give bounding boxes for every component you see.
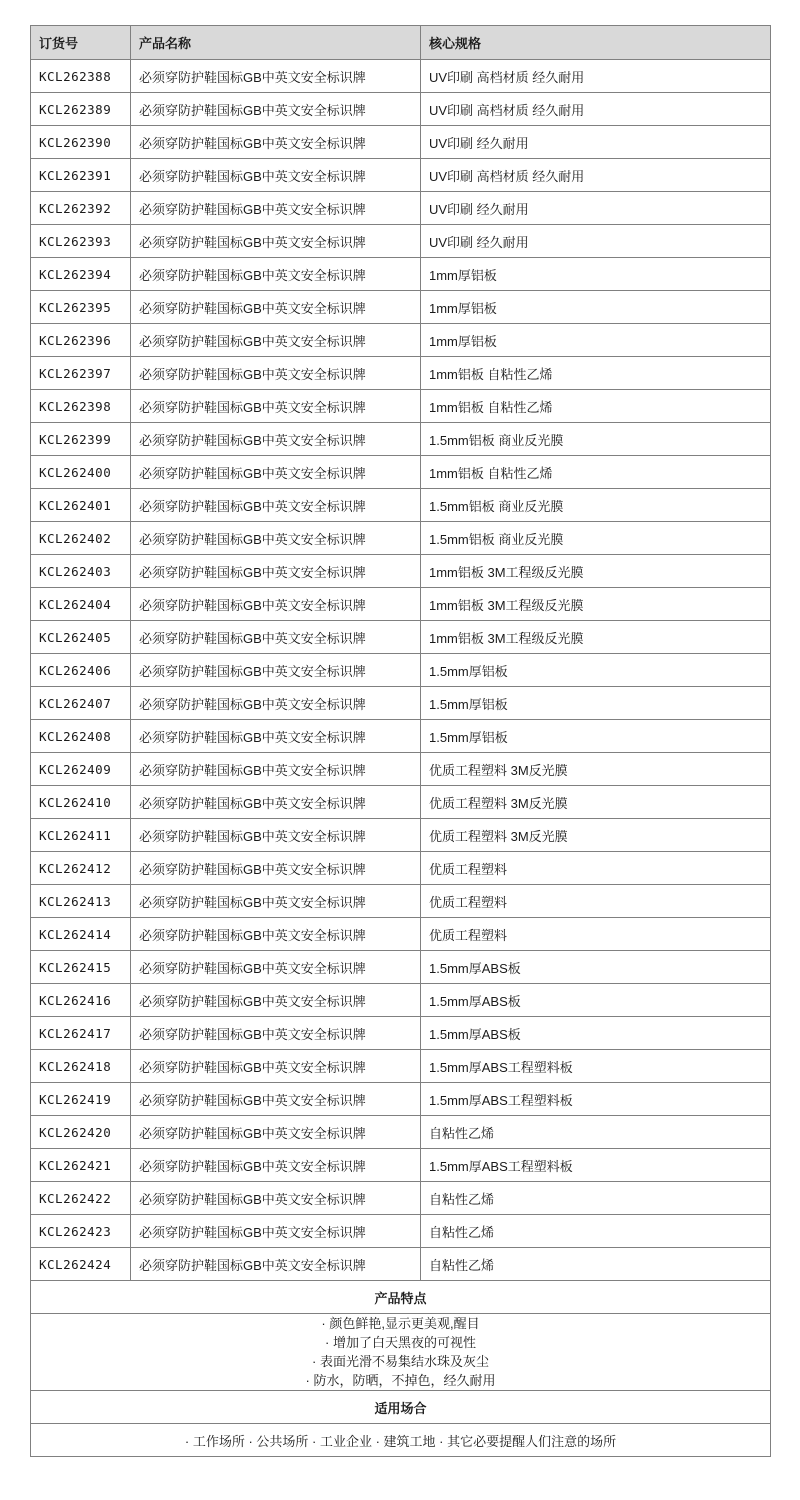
table-row — [31, 885, 771, 918]
table-row — [31, 819, 771, 852]
spec-cell: 1.5mm铝板 商业反光膜 — [421, 522, 771, 555]
order-no-cell: KCL262391 — [31, 159, 131, 192]
table-row — [31, 390, 771, 423]
order-no-cell: KCL262423 — [31, 1215, 131, 1248]
occasions-section-title: 适用场合 — [31, 1391, 771, 1424]
product-name-cell: 必须穿防护鞋国标GB中英文安全标识牌 — [131, 489, 421, 522]
spec-cell: 1mm铝板 自粘性乙烯 — [421, 456, 771, 489]
table-row — [31, 192, 771, 225]
features-list — [31, 1314, 771, 1391]
table-row — [31, 1182, 771, 1215]
spec-cell: UV印刷 高档材质 经久耐用 — [421, 159, 771, 192]
spec-cell: UV印刷 高档材质 经久耐用 — [421, 60, 771, 93]
product-table — [30, 25, 771, 1457]
order-no-cell: KCL262406 — [31, 654, 131, 687]
spec-cell: 1mm厚铝板 — [421, 291, 771, 324]
spec-cell: UV印刷 经久耐用 — [421, 225, 771, 258]
order-no-cell: KCL262420 — [31, 1116, 131, 1149]
table-row — [31, 720, 771, 753]
spec-cell: 1mm铝板 3M工程级反光膜 — [421, 621, 771, 654]
product-name-cell: 必须穿防护鞋国标GB中英文安全标识牌 — [131, 1116, 421, 1149]
order-no-cell: KCL262411 — [31, 819, 131, 852]
features-section-title: 产品特点 — [31, 1281, 771, 1314]
table-row — [31, 423, 771, 456]
table-row — [31, 1083, 771, 1116]
order-no-cell: KCL262416 — [31, 984, 131, 1017]
order-no-cell: KCL262424 — [31, 1248, 131, 1281]
order-no-cell: KCL262407 — [31, 687, 131, 720]
product-name-cell: 必须穿防护鞋国标GB中英文安全标识牌 — [131, 786, 421, 819]
table-row — [31, 291, 771, 324]
order-no-cell: KCL262390 — [31, 126, 131, 159]
table-row — [31, 1017, 771, 1050]
occasions-header-row — [31, 1391, 771, 1424]
spec-cell: 自粘性乙烯 — [421, 1182, 771, 1215]
table-row — [31, 654, 771, 687]
spec-cell: 1mm厚铝板 — [421, 258, 771, 291]
features-header-row — [31, 1281, 771, 1314]
table-row — [31, 1215, 771, 1248]
spec-cell: 1.5mm厚ABS板 — [421, 984, 771, 1017]
table-row — [31, 852, 771, 885]
spec-cell: 优质工程塑料 3M反光膜 — [421, 753, 771, 786]
order-no-cell: KCL262403 — [31, 555, 131, 588]
table-body — [31, 60, 771, 1281]
product-name-cell: 必须穿防护鞋国标GB中英文安全标识牌 — [131, 423, 421, 456]
order-no-cell: KCL262414 — [31, 918, 131, 951]
spec-cell: 自粘性乙烯 — [421, 1116, 771, 1149]
product-name-cell: 必须穿防护鞋国标GB中英文安全标识牌 — [131, 390, 421, 423]
spec-cell: 1.5mm厚ABS工程塑料板 — [421, 1149, 771, 1182]
table-row — [31, 555, 771, 588]
feature-item: · 表面光滑不易集结水珠及灰尘 — [312, 1354, 489, 1369]
order-no-cell: KCL262397 — [31, 357, 131, 390]
order-no-cell: KCL262421 — [31, 1149, 131, 1182]
product-name-cell: 必须穿防护鞋国标GB中英文安全标识牌 — [131, 819, 421, 852]
spec-cell: 1.5mm厚ABS工程塑料板 — [421, 1050, 771, 1083]
table-row — [31, 918, 771, 951]
spec-cell: 1.5mm铝板 商业反光膜 — [421, 423, 771, 456]
order-no-cell: KCL262410 — [31, 786, 131, 819]
product-name-cell: 必须穿防护鞋国标GB中英文安全标识牌 — [131, 1182, 421, 1215]
order-no-cell: KCL262392 — [31, 192, 131, 225]
order-no-cell: KCL262408 — [31, 720, 131, 753]
table-row — [31, 753, 771, 786]
spec-cell: UV印刷 经久耐用 — [421, 192, 771, 225]
order-no-cell: KCL262394 — [31, 258, 131, 291]
product-name-cell: 必须穿防护鞋国标GB中英文安全标识牌 — [131, 522, 421, 555]
product-name-cell: 必须穿防护鞋国标GB中英文安全标识牌 — [131, 258, 421, 291]
product-name-cell: 必须穿防护鞋国标GB中英文安全标识牌 — [131, 1149, 421, 1182]
spec-cell: 1.5mm厚ABS工程塑料板 — [421, 1083, 771, 1116]
product-name-cell: 必须穿防护鞋国标GB中英文安全标识牌 — [131, 1083, 421, 1116]
spec-cell: 优质工程塑料 — [421, 885, 771, 918]
table-row — [31, 786, 771, 819]
product-name-cell: 必须穿防护鞋国标GB中英文安全标识牌 — [131, 621, 421, 654]
spec-cell: 1.5mm厚铝板 — [421, 720, 771, 753]
product-name-cell: 必须穿防护鞋国标GB中英文安全标识牌 — [131, 225, 421, 258]
table-row — [31, 159, 771, 192]
spec-cell: 1mm铝板 3M工程级反光膜 — [421, 588, 771, 621]
spec-cell: 1mm铝板 自粘性乙烯 — [421, 390, 771, 423]
order-no-cell: KCL262417 — [31, 1017, 131, 1050]
table-row — [31, 1149, 771, 1182]
occasions-body-row — [31, 1424, 771, 1457]
spec-cell: UV印刷 经久耐用 — [421, 126, 771, 159]
table-row — [31, 357, 771, 390]
order-no-cell: KCL262404 — [31, 588, 131, 621]
spec-cell: 1mm铝板 3M工程级反光膜 — [421, 555, 771, 588]
feature-item: · 防水，防晒，不掉色，经久耐用 — [305, 1373, 496, 1388]
order-no-cell: KCL262395 — [31, 291, 131, 324]
table-row — [31, 1248, 771, 1281]
product-name-cell: 必须穿防护鞋国标GB中英文安全标识牌 — [131, 951, 421, 984]
table-row — [31, 93, 771, 126]
table-row — [31, 489, 771, 522]
feature-item: · 颜色鲜艳,显示更美观,醒目 — [321, 1316, 480, 1331]
product-name-cell: 必须穿防护鞋国标GB中英文安全标识牌 — [131, 555, 421, 588]
table-row — [31, 1050, 771, 1083]
product-name-cell: 必须穿防护鞋国标GB中英文安全标识牌 — [131, 159, 421, 192]
product-name-cell: 必须穿防护鞋国标GB中英文安全标识牌 — [131, 1017, 421, 1050]
product-name-cell: 必须穿防护鞋国标GB中英文安全标识牌 — [131, 456, 421, 489]
order-no-cell: KCL262402 — [31, 522, 131, 555]
spec-cell: 1.5mm铝板 商业反光膜 — [421, 489, 771, 522]
table-row — [31, 324, 771, 357]
product-name-cell: 必须穿防护鞋国标GB中英文安全标识牌 — [131, 687, 421, 720]
product-name-cell: 必须穿防护鞋国标GB中英文安全标识牌 — [131, 357, 421, 390]
table-row — [31, 522, 771, 555]
order-no-cell: KCL262398 — [31, 390, 131, 423]
table-row — [31, 588, 771, 621]
table-row — [31, 621, 771, 654]
spec-cell: 优质工程塑料 — [421, 918, 771, 951]
order-no-cell: KCL262399 — [31, 423, 131, 456]
order-no-cell: KCL262401 — [31, 489, 131, 522]
order-no-cell: KCL262422 — [31, 1182, 131, 1215]
spec-cell: 1.5mm厚ABS板 — [421, 951, 771, 984]
product-name-cell: 必须穿防护鞋国标GB中英文安全标识牌 — [131, 852, 421, 885]
product-name-cell: 必须穿防护鞋国标GB中英文安全标识牌 — [131, 192, 421, 225]
table-header-row — [31, 26, 771, 60]
order-no-cell: KCL262413 — [31, 885, 131, 918]
table-row — [31, 1116, 771, 1149]
spec-cell: 1.5mm厚铝板 — [421, 687, 771, 720]
product-name-cell: 必须穿防护鞋国标GB中英文安全标识牌 — [131, 60, 421, 93]
features-body-row — [31, 1314, 771, 1391]
product-name-cell: 必须穿防护鞋国标GB中英文安全标识牌 — [131, 1050, 421, 1083]
product-name-cell: 必须穿防护鞋国标GB中英文安全标识牌 — [131, 885, 421, 918]
product-name-cell: 必须穿防护鞋国标GB中英文安全标识牌 — [131, 324, 421, 357]
table-row — [31, 258, 771, 291]
product-name-cell: 必须穿防护鞋国标GB中英文安全标识牌 — [131, 126, 421, 159]
table-row — [31, 984, 771, 1017]
column-header-product-name: 产品名称 — [131, 26, 421, 60]
table-row — [31, 225, 771, 258]
order-no-cell: KCL262415 — [31, 951, 131, 984]
order-no-cell: KCL262409 — [31, 753, 131, 786]
column-header-order-no: 订货号 — [31, 26, 131, 60]
order-no-cell: KCL262396 — [31, 324, 131, 357]
order-no-cell: KCL262389 — [31, 93, 131, 126]
table-row — [31, 456, 771, 489]
product-name-cell: 必须穿防护鞋国标GB中英文安全标识牌 — [131, 753, 421, 786]
feature-item: · 增加了白天黑夜的可视性 — [325, 1335, 476, 1350]
column-header-spec: 核心规格 — [421, 26, 771, 60]
order-no-cell: KCL262419 — [31, 1083, 131, 1116]
table-row — [31, 60, 771, 93]
table-row — [31, 687, 771, 720]
spec-cell: 1mm铝板 自粘性乙烯 — [421, 357, 771, 390]
spec-cell: 优质工程塑料 3M反光膜 — [421, 819, 771, 852]
spec-cell: 1mm厚铝板 — [421, 324, 771, 357]
order-no-cell: KCL262405 — [31, 621, 131, 654]
product-name-cell: 必须穿防护鞋国标GB中英文安全标识牌 — [131, 291, 421, 324]
spec-cell: 优质工程塑料 — [421, 852, 771, 885]
product-name-cell: 必须穿防护鞋国标GB中英文安全标识牌 — [131, 1248, 421, 1281]
spec-cell: 自粘性乙烯 — [421, 1248, 771, 1281]
product-name-cell: 必须穿防护鞋国标GB中英文安全标识牌 — [131, 654, 421, 687]
order-no-cell: KCL262393 — [31, 225, 131, 258]
order-no-cell: KCL262400 — [31, 456, 131, 489]
product-name-cell: 必须穿防护鞋国标GB中英文安全标识牌 — [131, 984, 421, 1017]
product-name-cell: 必须穿防护鞋国标GB中英文安全标识牌 — [131, 588, 421, 621]
occasions-text: · 工作场所 · 公共场所 · 工业企业 · 建筑工地 · 其它必要提醒人们注意的场所 — [31, 1424, 771, 1457]
product-name-cell: 必须穿防护鞋国标GB中英文安全标识牌 — [131, 720, 421, 753]
order-no-cell: KCL262418 — [31, 1050, 131, 1083]
spec-cell: 优质工程塑料 3M反光膜 — [421, 786, 771, 819]
table-row — [31, 951, 771, 984]
spec-cell: 1.5mm厚铝板 — [421, 654, 771, 687]
order-no-cell: KCL262388 — [31, 60, 131, 93]
spec-cell: 自粘性乙烯 — [421, 1215, 771, 1248]
product-name-cell: 必须穿防护鞋国标GB中英文安全标识牌 — [131, 1215, 421, 1248]
table-row — [31, 126, 771, 159]
order-no-cell: KCL262412 — [31, 852, 131, 885]
product-name-cell: 必须穿防护鞋国标GB中英文安全标识牌 — [131, 93, 421, 126]
product-name-cell: 必须穿防护鞋国标GB中英文安全标识牌 — [131, 918, 421, 951]
spec-cell: 1.5mm厚ABS板 — [421, 1017, 771, 1050]
spec-cell: UV印刷 高档材质 经久耐用 — [421, 93, 771, 126]
